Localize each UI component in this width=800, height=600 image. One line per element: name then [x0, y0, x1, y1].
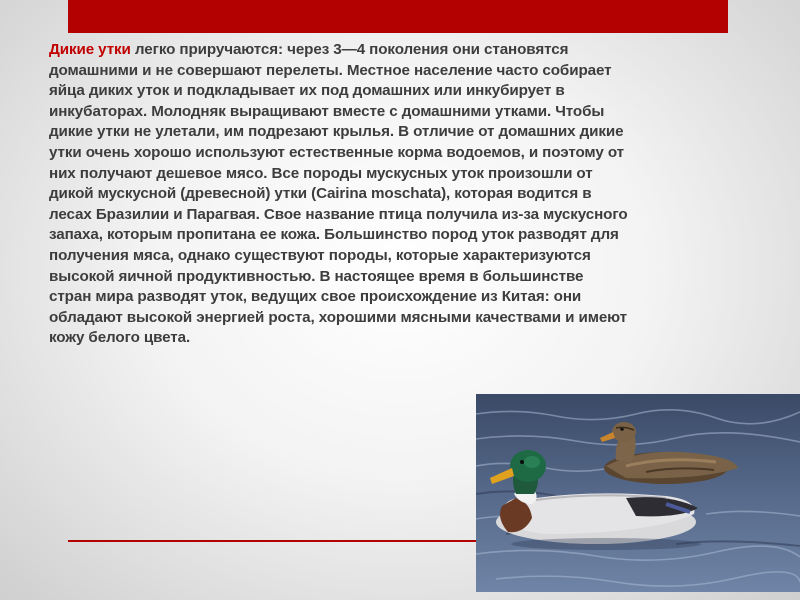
paragraph-text: легко приручаются: через 3—4 поколения они становятся домашними и не совершают перелеты. Местное население часто собирает яйца диких уток и подкладывает их под домашних или инкубирует в инкубаторах. Молодняк выращивают вместе с домашними утками. Чтобы дикие утки не улетали, им подрезают крылья. В отличие от домашних дикие утки очень хорошо используют естественные корма водоемов, и поэтому от них получают дешевое мясо. Все породы мускусных уток произошли от дикой мускусной (древесной) утки (Cairina moschata), которая водится в лесах Бразилии и Парагвая. Свое название птица получила из-за мускусного запаха, которым пропитана ее кожа. Большинство пород уток разводят для получения мяса, однако существуют породы, которые характеризуются высокой яичной продуктивностью. В настоящее время в большинстве стран мира разводят уток, ведущих свое происхождение из Китая: они обладают высокой энергией роста, хорошими мясными качествами и имеют кожу белого цвета. — [49, 41, 628, 347]
top-accent-bar — [68, 0, 728, 33]
ducks-photo — [476, 394, 800, 592]
bottom-accent-rule — [68, 540, 488, 542]
lead-phrase: Дикие утки — [49, 41, 131, 58]
body-paragraph — [49, 40, 629, 349]
